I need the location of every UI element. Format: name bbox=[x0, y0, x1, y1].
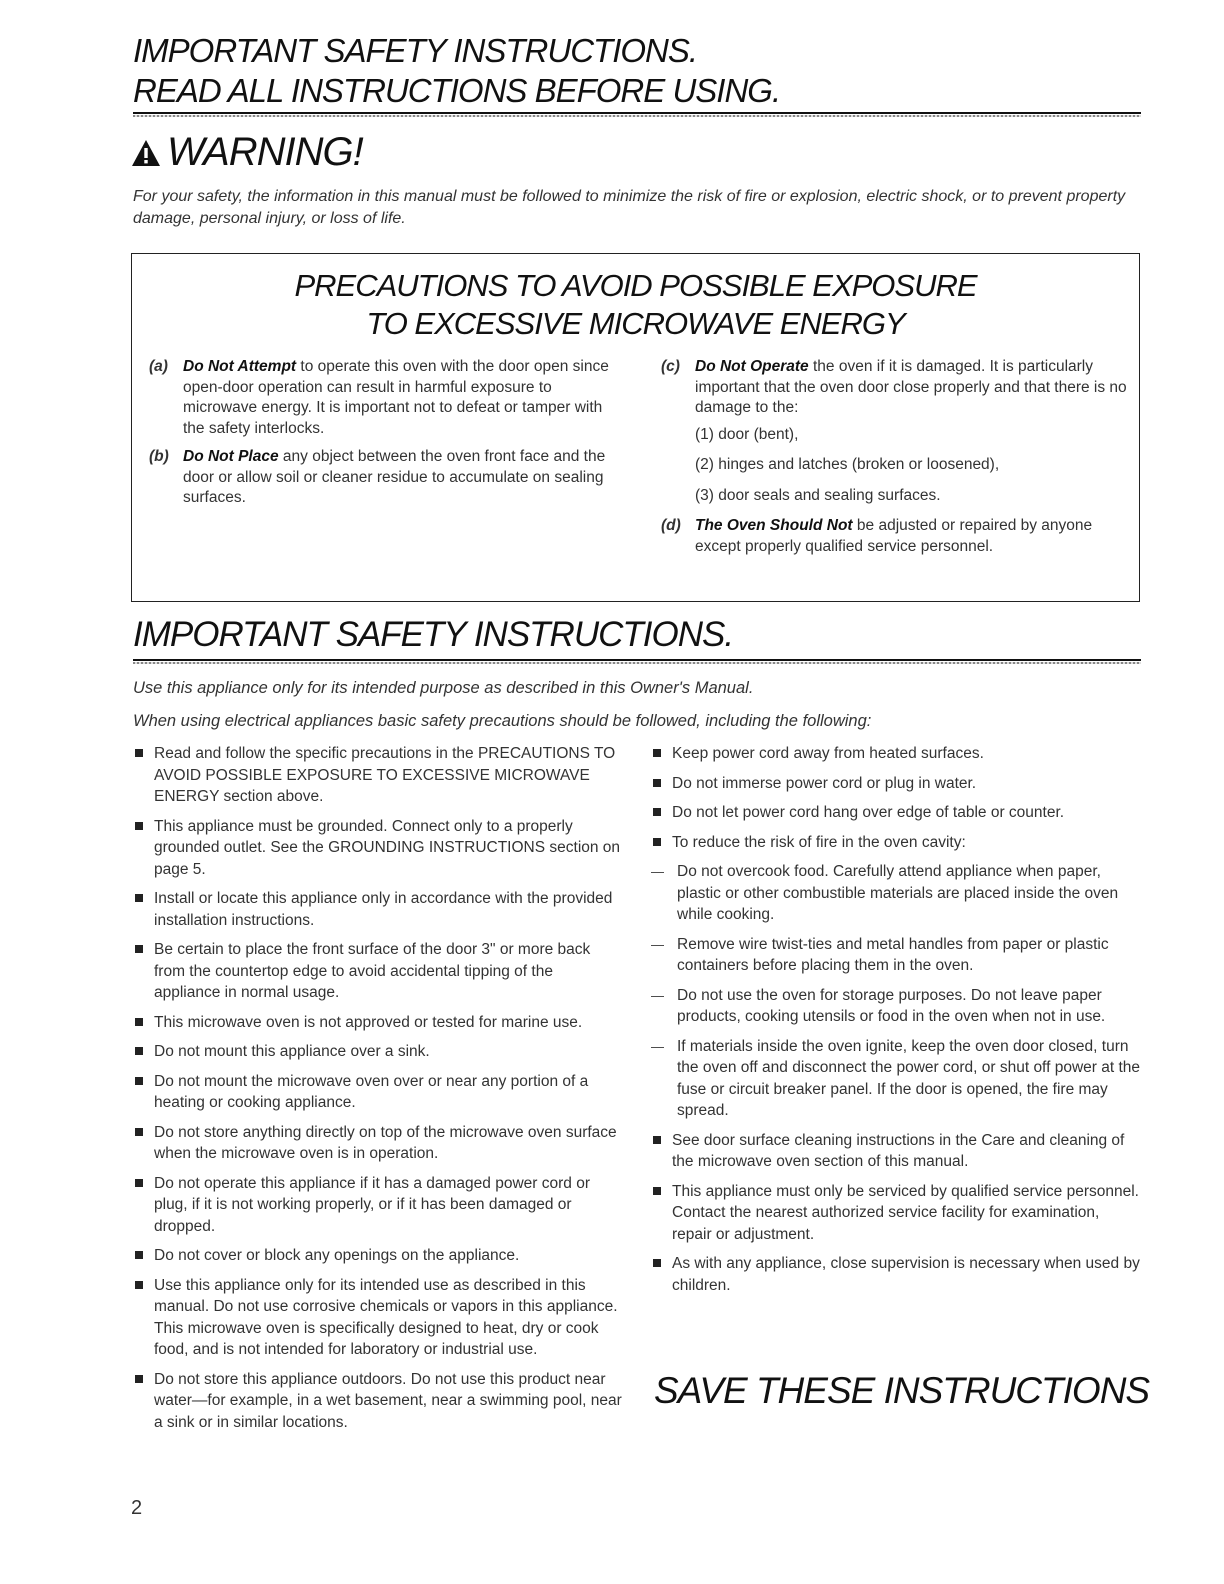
important-rule-shade bbox=[133, 662, 1141, 664]
list-item: Do not let power cord hang over edge of table or counter. bbox=[651, 802, 1141, 824]
precaution-lead: Do Not Place bbox=[183, 448, 279, 465]
precaution-letter: (a) bbox=[149, 358, 168, 375]
precaution-d bbox=[661, 516, 1136, 557]
precaution-letter: (c) bbox=[661, 358, 680, 375]
list-item: Do not mount the microwave oven over or near any portion of a heating or cooking appliance. bbox=[133, 1071, 623, 1114]
list-item: Do not immerse power cord or plug in water. bbox=[651, 773, 1141, 795]
list-item: Read and follow the specific precautions in the PRECAUTIONS TO AVOID POSSIBLE EXPOSURE TO EXCESSIVE MICROWAVE ENERGY section above. bbox=[133, 743, 623, 808]
precautions-box bbox=[131, 253, 1140, 602]
intro-line-2: When using electrical appliances basic safety precautions should be followed, including the following: bbox=[133, 712, 872, 730]
precaution-a bbox=[149, 357, 609, 439]
dash-item: — If materials inside the oven ignite, keep the oven door closed, turn the oven off and disconnect the power cord, or shut off power at the fuse or circuit breaker panel. If the door is opened, the fire may spread. bbox=[651, 1036, 1141, 1122]
precaution-text: any object between the oven front face and the door or allow soil or cleaner residue to accumulate on sealing surfaces. bbox=[183, 448, 606, 506]
important-rule bbox=[133, 659, 1141, 661]
list-item: Do not mount this appliance over a sink. bbox=[133, 1041, 623, 1063]
precaution-lead: The Oven Should Not bbox=[695, 517, 853, 534]
header-rule-shade bbox=[133, 115, 1141, 117]
list-item: To reduce the risk of fire in the oven cavity: bbox=[651, 832, 1141, 854]
list-item: This microwave oven is not approved or tested for marine use. bbox=[133, 1012, 623, 1034]
save-instructions-title: SAVE THESE INSTRUCTIONS bbox=[654, 1370, 1150, 1411]
precaution-lead: Do Not Operate bbox=[695, 358, 809, 375]
list-item: Be certain to place the front surface of the door 3" or more back from the countertop edge to avoid accidental tipping of the appliance in normal usage. bbox=[133, 939, 623, 1004]
list-item: See door surface cleaning instructions in the Care and cleaning of the microwave oven section of this manual. bbox=[651, 1130, 1141, 1173]
precautions-left-column bbox=[149, 357, 609, 517]
precautions-title-line-1: PRECAUTIONS TO AVOID POSSIBLE EXPOSURE bbox=[294, 268, 977, 303]
header-line-2: READ ALL INSTRUCTIONS BEFORE USING. bbox=[133, 72, 781, 109]
important-safety-title: IMPORTANT SAFETY INSTRUCTIONS. bbox=[133, 615, 734, 654]
list-item: This appliance must be grounded. Connect only to a properly grounded outlet. See the GROUNDING INSTRUCTIONS section on page 5. bbox=[133, 816, 623, 881]
precaution-letter: (d) bbox=[661, 517, 681, 534]
left-bullet-column bbox=[133, 743, 623, 1441]
damage-item: (2) hinges and latches (broken or loosened), bbox=[695, 456, 1000, 473]
warning-text: For your safety, the information in this manual must be followed to minimize the risk of fire or explosion, electric shock, or to prevent property damage, personal injury, or loss of life. bbox=[133, 188, 1126, 227]
dash-item: — Do not overcook food. Carefully attend appliance when paper, plastic or other combustible materials are placed inside the oven while cooking. bbox=[651, 861, 1141, 926]
header-line-1: IMPORTANT SAFETY INSTRUCTIONS. bbox=[133, 32, 698, 69]
warning-triangle-icon bbox=[131, 139, 161, 167]
warning-title: WARNING! bbox=[167, 130, 363, 174]
precaution-c bbox=[661, 357, 1136, 506]
precaution-text: to operate this oven with the door open since open-door operation can result in harmful exposure to microwave energy. It is important not to defeat or tamper with the safety interlocks. bbox=[183, 358, 609, 437]
precaution-lead: Do Not Attempt bbox=[183, 358, 297, 375]
dash-item: — Remove wire twist-ties and metal handles from paper or plastic containers before placing them in the oven. bbox=[651, 934, 1141, 977]
precautions-right-column bbox=[661, 357, 1136, 565]
intro-line-1: Use this appliance only for its intended purpose as described in this Owner's Manual. bbox=[133, 679, 754, 697]
precaution-text: be adjusted or repaired by anyone except properly qualified service personnel. bbox=[695, 517, 1093, 555]
warning-heading bbox=[131, 130, 363, 175]
list-item: Do not store this appliance outdoors. Do not use this product near water—for example, in a wet basement, near a swimming pool, near a sink or in similar locations. bbox=[133, 1369, 623, 1434]
damage-item: (3) door seals and sealing surfaces. bbox=[695, 486, 941, 504]
right-bullet-column bbox=[651, 743, 1141, 1304]
precaution-text: the oven if it is damaged. It is particularly important that the oven door close properly and that there is no damage to the: bbox=[695, 358, 1127, 416]
precaution-b bbox=[149, 447, 609, 509]
list-item: Do not operate this appliance if it has a damaged power cord or plug, if it is not working properly, or if it has been damaged or dropped. bbox=[133, 1173, 623, 1238]
list-item: Do not store anything directly on top of the microwave oven surface when the microwave oven is in operation. bbox=[133, 1122, 623, 1165]
list-item: Use this appliance only for its intended use as described in this manual. Do not use corrosive chemicals or vapors in this appliance. This microwave oven is specifically designed to heat, dry or cook food, and is not intended for laboratory or industrial use. bbox=[133, 1275, 623, 1361]
damage-item: (1) door (bent), bbox=[695, 425, 799, 443]
list-item: Install or locate this appliance only in accordance with the provided installation instructions. bbox=[133, 888, 623, 931]
precaution-letter: (b) bbox=[149, 448, 169, 465]
list-item: Do not cover or block any openings on the appliance. bbox=[133, 1245, 623, 1267]
dash-item: — Do not use the oven for storage purposes. Do not leave paper products, cooking utensils or food in the oven when not in use. bbox=[651, 985, 1141, 1028]
list-item: This appliance must only be serviced by qualified service personnel. Contact the nearest authorized service facility for examination, repair or adjustment. bbox=[651, 1181, 1141, 1246]
list-item: Keep power cord away from heated surfaces. bbox=[651, 743, 1141, 765]
page-number: 2 bbox=[131, 1497, 143, 1519]
precautions-title-line-2: TO EXCESSIVE MICROWAVE ENERGY bbox=[366, 306, 905, 341]
list-item: As with any appliance, close supervision is necessary when used by children. bbox=[651, 1253, 1141, 1296]
precautions-title bbox=[132, 267, 1139, 343]
header-rule bbox=[133, 112, 1141, 114]
